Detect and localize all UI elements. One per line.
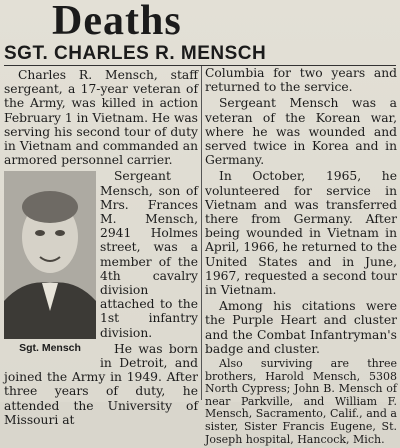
paragraph: Sergeant Mensch, son of Mrs. Frances M. Mensch, 2941 Holmes street, was a member of the 4th cavalry division attached to the 1st infantry division.	[100, 169, 198, 340]
portrait-photo	[4, 171, 96, 357]
paragraph: Sergeant Mensch was a veteran of the Korean war, where he was wounded and served twice in Korea and in Germany.	[205, 96, 397, 168]
section-headline: Deaths	[52, 0, 182, 44]
paragraph: Among his citations were the Purple Heart and cluster and the Combat Infantryman's badge and cluster.	[205, 299, 397, 356]
paragraph: Also surviving are three brothers, Harold Mensch, 5308 North Cypress; John B. Mensch of near Parkville, and William F. Mensch, Sacramento, Calif., and a sister, Sister Francis Eugene, St. Joseph hospital, Hancock, Mich.	[205, 357, 397, 446]
portrait-image	[4, 171, 96, 339]
paragraph: He was born in Detroit, and joined the Army in 1949. After three years of duty, he attended the University of Missouri at	[4, 341, 198, 427]
obituary-title: SGT. CHARLES R. MENSCH	[4, 43, 267, 64]
survivors-note	[205, 358, 397, 446]
paragraph: In October, 1965, he volunteered for service in Vietnam and was transferred there from Germany. After being wounded in Vietnam in April, 1966, he returned to the United States and in June, 1967, requested a second tour in Vietnam.	[205, 169, 397, 298]
paragraph: Charles R. Mensch, staff sergeant, a 17-year veteran of the Army, was killed in action February 1 in Vietnam. He was serving his second tour of duty in Vietnam and commanded an armored personnel carrier.	[4, 68, 198, 168]
column-1	[4, 68, 198, 429]
paragraph: Columbia for two years and returned to the service.	[205, 66, 397, 95]
column-divider	[201, 66, 202, 400]
photo-caption: Sgt. Mensch	[19, 342, 81, 355]
column-2	[205, 66, 397, 448]
